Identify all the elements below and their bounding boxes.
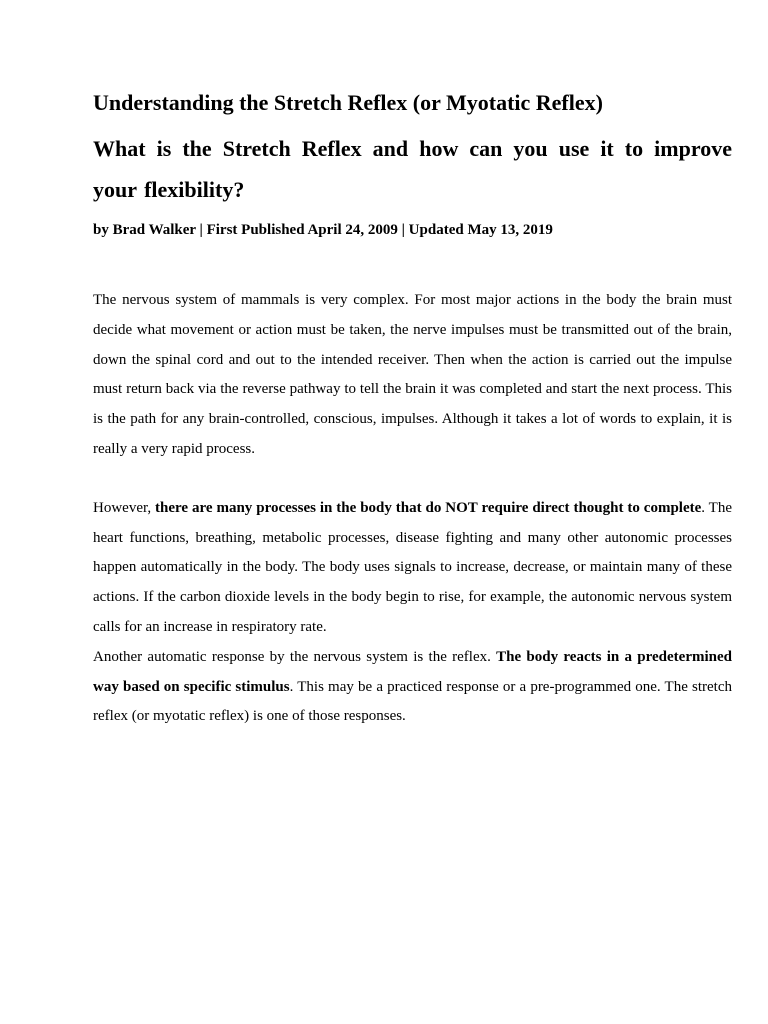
author-byline: by Brad Walker | First Published April 24, 2009 | Updated May 13, 2019 (93, 222, 553, 238)
document-title: Understanding the Stretch Reflex (or Myotatic Reflex) (93, 90, 603, 115)
paragraph-bold-text: The body reacts in a predetermined way based on specific stimulus (93, 648, 732, 695)
paragraph-lead-text: Another automatic response by the nervous system is the reflex. (93, 648, 497, 665)
document-subtitle: What is the Stretch Reflex and how can you use it to improve your flexibility? (93, 136, 732, 202)
paragraph-bold-text: there are many processes in the body that do NOT require direct thought to complete (155, 499, 702, 516)
paragraph-rest-text: . This may be a practiced response or a pre-programmed one. The stretch reflex (or myotatic reflex) is one of those responses. (93, 678, 732, 725)
paragraph-nervous-system: The nervous system of mammals is very complex. For most major actions in the body the brain must decide what movement or action must be taken, the nerve impulses must be transmitted out of the brain, down the spinal cord and out to the intended receiver. Then when the action is carried out the impulse must return back via the reverse pathway to tell the brain it was completed and start the next process. This is the path for any brain-controlled, conscious, impulses. Although it takes a lot of words to explain, it is really a very rapid process. (93, 292, 732, 457)
paragraph-autonomic-processes (93, 494, 732, 643)
paragraph-lead-text: However, (93, 499, 156, 516)
paragraph-reflex (93, 643, 732, 732)
paragraph-rest-text: . The heart functions, breathing, metabolic processes, disease fighting and many other autonomic processes happen automatically in the body. The body uses signals to increase, decrease, or maintain many of these actions. If the carbon dioxide levels in the body begin to rise, for example, the autonomic nervous system calls for an increase in respiratory rate. (93, 499, 732, 635)
